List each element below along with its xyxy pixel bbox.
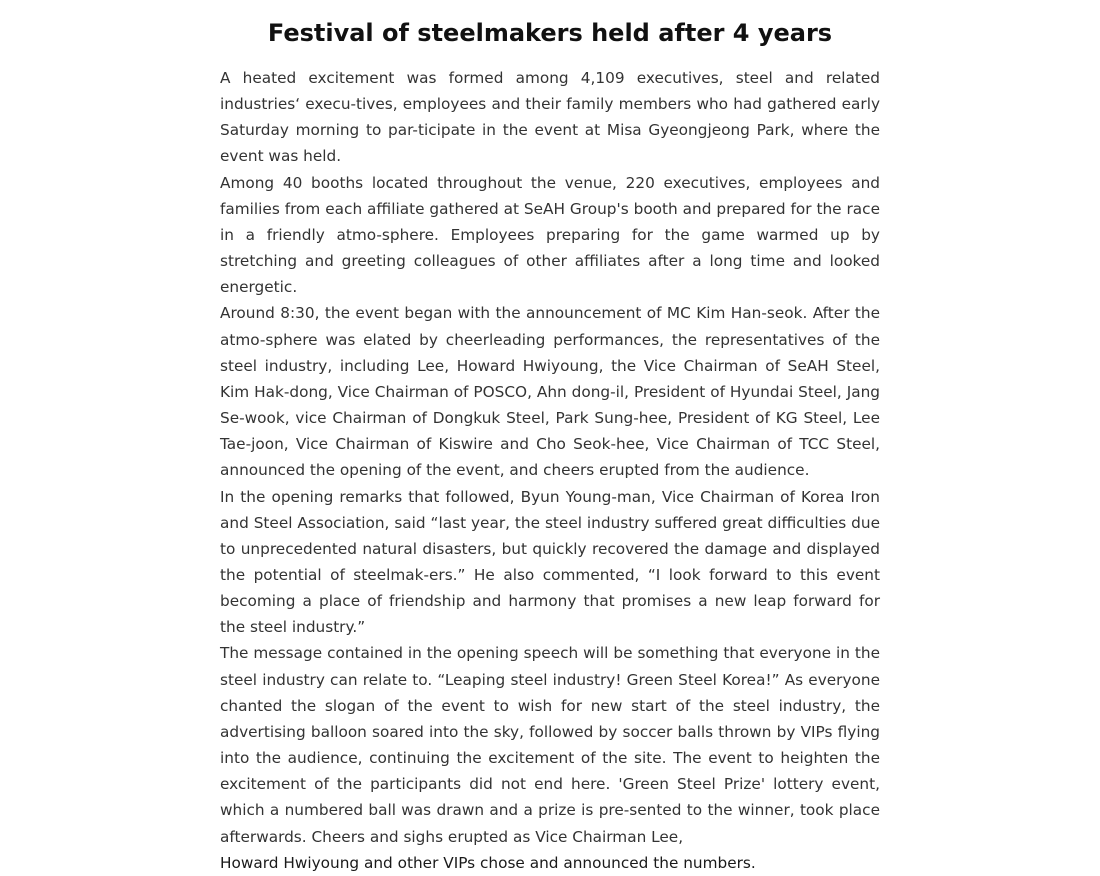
article-title: Festival of steelmakers held after 4 years (267, 19, 833, 47)
article-paragraph: A heated excitement was formed among 4,109 executives, steel and related industries‘ execu-tives, employees and their family members who had gathered early Saturday morning to par-ticipate in the event at Misa Gyeongjeong Park, where the event was held. (220, 69, 880, 166)
article-body (220, 65, 880, 876)
article-paragraph: Among 40 booths located throughout the venue, 220 executives, employees and families from each affiliate gathered at SeAH Group's booth and prepared for the race in a friendly atmo-sphere. Employees preparing for the game warmed up by stretching and greeting colleagues of other affiliates after a long time and looked energetic. (220, 173, 880, 297)
article-closing-line: Howard Hwiyoung and other VIPs chose and announced the numbers. (220, 853, 756, 872)
article-paragraph: Around 8:30, the event began with the announcement of MC Kim Han-seok. After the atmo-sphere was elated by cheerleading performances, the representatives of the steel industry, including Lee, Howard Hwiyoung, the Vice Chairman of SeAH Steel, Kim Hak-dong, Vice Chairman of POSCO, Ahn dong-il, President of Hyundai Steel, Jang Se-wook, vice Chairman of Dongkuk Steel, Park Sung-hee, President of KG Steel, Lee Tae-joon, Vice Chairman of Kiswire and Cho Seok-hee, Vice Chairman of TCC Steel, announced the opening of the event, and cheers erupted from the audience. (220, 304, 880, 480)
article-paragraph: The message contained in the opening speech will be something that everyone in the steel industry can relate to. “Leaping steel industry! Green Steel Korea!” As everyone chanted the slogan of the event to wish for new start of the steel industry, the advertising balloon soared into the sky, followed by soccer balls thrown by VIPs flying into the audience, continuing the excitement of the site. The event to heighten the excitement of the participants did not end here. 'Green Steel Prize' lottery event, which a numbered ball was drawn and a prize is pre-sented to the winner, took place afterwards. Cheers and sighs erupted as Vice Chairman Lee, (220, 644, 880, 846)
article-paragraph: In the opening remarks that followed, Byun Young-man, Vice Chairman of Korea Iron and Steel Association, said “last year, the steel industry suffered great difficulties due to unprecedented natural disasters, but quickly recovered the damage and displayed the potential of steelmak-ers.” He also commented, “I look forward to this event becoming a place of friendship and harmony that promises a new leap forward for the steel industry.” (220, 487, 880, 637)
